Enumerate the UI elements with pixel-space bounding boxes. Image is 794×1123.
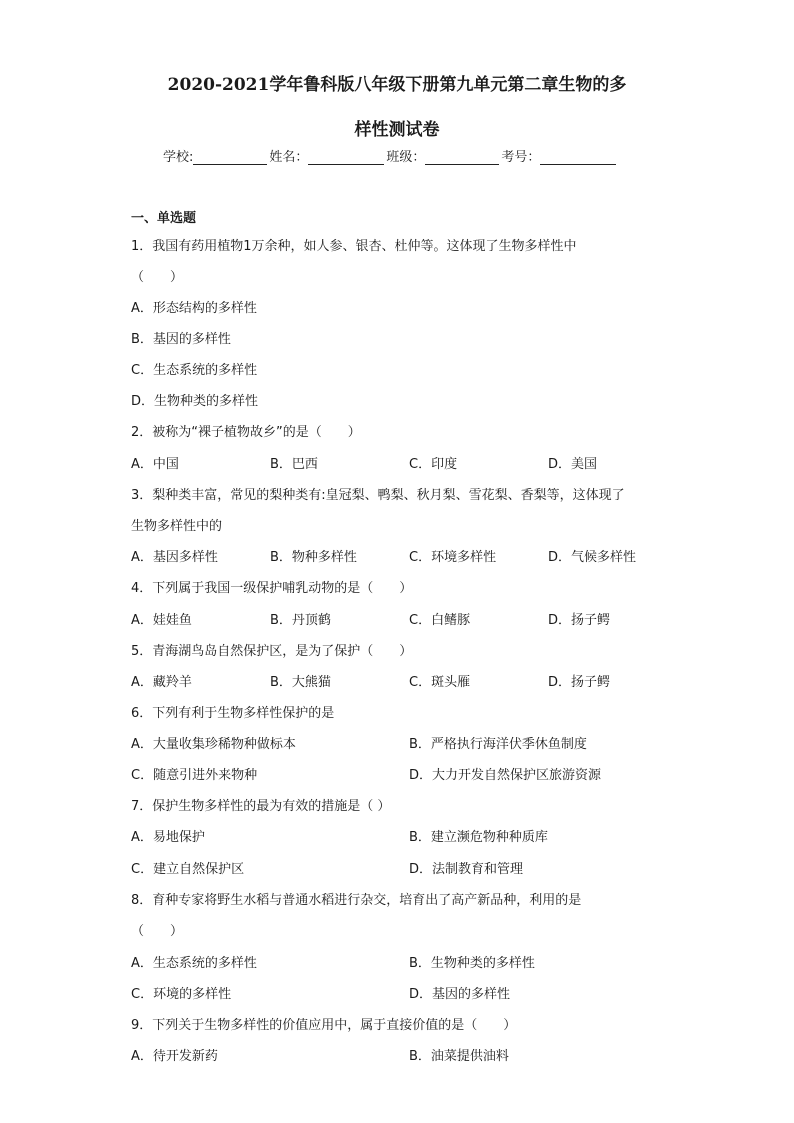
question-3-option-a[interactable]: A．基因多样性 xyxy=(131,550,218,565)
question-8-option-d[interactable]: D．基因的多样性 xyxy=(409,987,511,1002)
question-1-option-b[interactable]: B．基因的多样性 xyxy=(131,332,231,347)
question-6-option-b[interactable]: B．严格执行海洋伏季休鱼制度 xyxy=(409,737,587,752)
question-5-option-b[interactable]: B．大熊猫 xyxy=(270,675,331,690)
name-blank[interactable] xyxy=(308,150,384,165)
question-1-stem-line-2: （ ） xyxy=(131,270,184,285)
question-8-option-c[interactable]: C．环境的多样性 xyxy=(131,987,232,1002)
question-3-option-d[interactable]: D．气候多样性 xyxy=(548,550,637,565)
question-2-stem-line-1: 2．被称为“裸子植物故乡”的是（ ） xyxy=(131,425,361,440)
question-8-option-b[interactable]: B．生物种类的多样性 xyxy=(409,956,535,971)
question-9-option-b[interactable]: B．油菜提供油料 xyxy=(409,1049,509,1064)
question-2-option-c[interactable]: C．印度 xyxy=(409,457,458,472)
student-info-row xyxy=(163,146,618,165)
question-9-option-a[interactable]: A．待开发新药 xyxy=(131,1049,218,1064)
exam-title-line-1: 2020-2021学年鲁科版八年级下册第九单元第二章生物的多 xyxy=(167,75,627,95)
question-3-option-b[interactable]: B．物种多样性 xyxy=(270,550,357,565)
question-7-option-a[interactable]: A．易地保护 xyxy=(131,830,205,845)
question-8-stem-line-1: 8．育种专家将野生水稻与普通水稻进行杂交，培育出了高产新品种，利用的是 xyxy=(131,893,582,908)
number-blank[interactable] xyxy=(540,150,616,165)
question-6-stem-line-1: 6．下列有利于生物多样性保护的是 xyxy=(131,706,335,721)
question-4-option-d[interactable]: D．扬子鳄 xyxy=(548,613,611,628)
section-title: 一、单选题 xyxy=(131,211,197,226)
number-label: 考号： xyxy=(501,150,541,165)
question-3-option-c[interactable]: C．环境多样性 xyxy=(409,550,497,565)
question-6-option-a[interactable]: A．大量收集珍稀物种做标本 xyxy=(131,737,296,752)
question-4-option-b[interactable]: B．丹顶鹤 xyxy=(270,613,331,628)
exam-title-line-2: 样性测试卷 xyxy=(354,120,440,140)
question-1-option-a[interactable]: A．形态结构的多样性 xyxy=(131,301,257,316)
question-4-option-a[interactable]: A．娃娃鱼 xyxy=(131,613,192,628)
question-9-stem-line-1: 9．下列关于生物多样性的价值应用中，属于直接价值的是（ ） xyxy=(131,1018,517,1033)
school-label: 学校: xyxy=(163,150,194,165)
question-8-stem-line-2: （ ） xyxy=(131,924,184,939)
question-7-option-b[interactable]: B．建立濒危物种种质库 xyxy=(409,830,548,845)
question-8-option-a[interactable]: A．生态系统的多样性 xyxy=(131,956,257,971)
question-5-stem-line-1: 5．青海湖鸟岛自然保护区，是为了保护（ ） xyxy=(131,644,413,659)
question-3-stem-line-1: 3．梨种类丰富，常见的梨种类有:皇冠梨、鸭梨、秋月梨、雪花梨、香梨等，这体现了 xyxy=(131,488,625,503)
question-2-option-a[interactable]: A．中国 xyxy=(131,457,179,472)
question-2-option-b[interactable]: B．巴西 xyxy=(270,457,318,472)
question-5-option-c[interactable]: C．斑头雁 xyxy=(409,675,471,690)
question-1-stem-line-1: 1．我国有药用植物1万余种，如人参、银杏、杜仲等。这体现了生物多样性中 xyxy=(131,239,577,254)
question-1-option-c[interactable]: C．生态系统的多样性 xyxy=(131,363,258,378)
question-6-option-c[interactable]: C．随意引进外来物种 xyxy=(131,768,258,783)
question-3-stem-line-2: 生物多样性中的 xyxy=(131,519,223,534)
question-1-option-d[interactable]: D．生物种类的多样性 xyxy=(131,394,259,409)
question-7-option-c[interactable]: C．建立自然保护区 xyxy=(131,862,245,877)
class-blank[interactable] xyxy=(425,150,499,165)
question-5-option-a[interactable]: A．藏羚羊 xyxy=(131,675,192,690)
class-label: 班级： xyxy=(386,150,426,165)
school-blank[interactable] xyxy=(193,150,267,165)
question-2-option-d[interactable]: D．美国 xyxy=(548,457,598,472)
question-6-option-d[interactable]: D．大力开发自然保护区旅游资源 xyxy=(409,768,602,783)
question-5-option-d[interactable]: D．扬子鳄 xyxy=(548,675,611,690)
name-label: 姓名： xyxy=(269,150,309,165)
question-7-option-d[interactable]: D．法制教育和管理 xyxy=(409,862,524,877)
question-4-stem-line-1: 4．下列属于我国一级保护哺乳动物的是（ ） xyxy=(131,581,413,596)
question-4-option-c[interactable]: C．白鳍豚 xyxy=(409,613,471,628)
question-7-stem-line-1: 7．保护生物多样性的最为有效的措施是（ ） xyxy=(131,799,391,814)
